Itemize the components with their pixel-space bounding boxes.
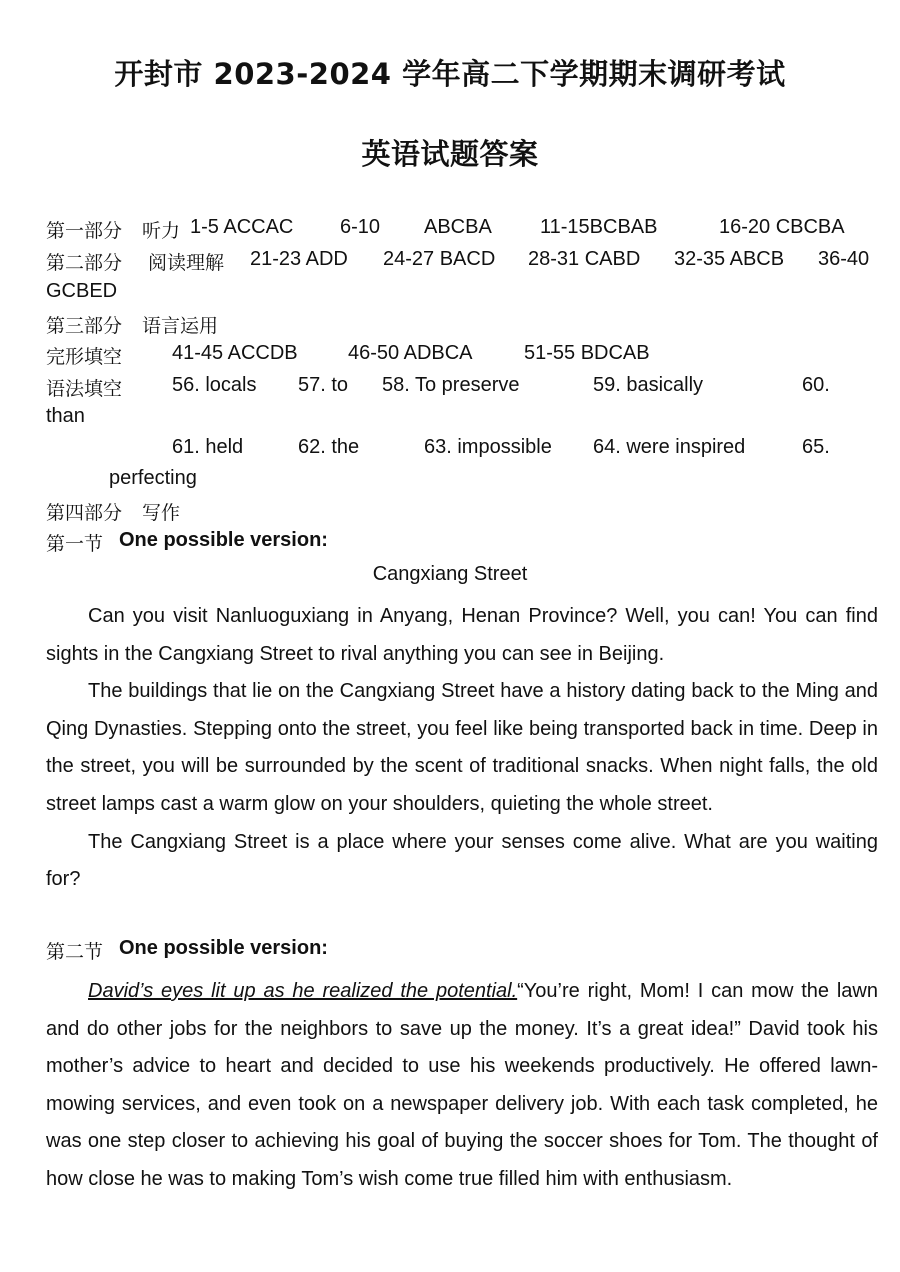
section2-title: One possible version:	[119, 937, 328, 959]
part2-answer-wrap: GCBED	[46, 280, 118, 302]
cloze-answer-group: 51-55 BDCAB	[524, 342, 650, 364]
section1-label: 第一节	[46, 533, 104, 555]
grammar-answer: 61. held	[172, 436, 244, 458]
part2-answer-group: 21-23 ADD	[250, 248, 348, 270]
grammar-answer: 57. to	[298, 374, 349, 396]
part4-section: 写作	[142, 502, 181, 524]
essay-paragraph: Can you visit Nanluoguxiang in Anyang, Henan Province? Well, you can! You can find sights in the Cangxiang Street to rival anything you can see in Beijing.	[46, 605, 878, 665]
grammar-answer: 63. impossible	[424, 436, 552, 458]
part3-label: 第三部分	[46, 315, 123, 337]
section2-label: 第二节	[46, 941, 104, 963]
part3-section: 语言运用	[142, 315, 219, 337]
grammar-answer-wrap: than	[46, 405, 85, 427]
continuation-text: “You’re right, Mom! I can mow the lawn and do other jobs for the neighbors to save up the money. It’s a great idea!” David took his mother’s advice to heart and decided to use his weekends productively. He offered lawn-mowing services, and even took on a newspaper delivery job. With each task completed, he was one step closer to achieving his goal of buying the soccer shoes for Tom. The thought of how close he was to making Tom’s wish come true filled him with enthusiasm.	[46, 980, 878, 1190]
part2-answer-group: 24-27 BACD	[383, 248, 496, 270]
grammar-answer: 58. To preserve	[382, 374, 520, 396]
essay-title: Cangxiang Street	[372, 563, 528, 585]
part1-answer-group: 11-15BCBAB	[540, 216, 658, 238]
continuation-paragraph	[46, 973, 878, 1199]
part1-label: 第一部分	[46, 220, 123, 242]
part1-answer-group: 6-10	[340, 216, 381, 238]
part2-answer-group: 32-35 ABCB	[674, 248, 785, 270]
part2-label: 第二部分	[46, 252, 123, 274]
part1-section: 听力	[142, 220, 181, 242]
part4-label: 第四部分	[46, 502, 123, 524]
part2-answer-group: 36-40	[818, 248, 870, 270]
essay-body	[46, 598, 878, 899]
grammar-answer-wrap: perfecting	[109, 467, 197, 489]
cloze-label: 完形填空	[46, 346, 123, 368]
part2-answer-group: 28-31 CABD	[528, 248, 641, 270]
page-title: 开封市 2023-2024 学年高二下学期期末调研考试	[114, 57, 786, 91]
grammar-answer: 62. the	[298, 436, 360, 458]
grammar-answer: 64. were inspired	[593, 436, 746, 458]
essay-paragraph: The buildings that lie on the Cangxiang Street have a history dating back to the Ming and Qing Dynasties. Stepping onto the street, you feel like being transported back in time. Deep in the street, you will be surrounded by the scent of traditional snacks. When night falls, the old street lamps cast a warm glow on your shoulders, quieting the whole street.	[46, 680, 878, 815]
part1-answer-group: 1-5 ACCAC	[190, 216, 294, 238]
continuation-body	[46, 973, 878, 1199]
page-subtitle: 英语试题答案	[361, 137, 539, 171]
grammar-label: 语法填空	[46, 378, 123, 400]
part1-answer-group: 16-20 CBCBA	[719, 216, 845, 238]
grammar-answer: 59. basically	[593, 374, 704, 396]
essay-paragraph: The Cangxiang Street is a place where your senses come alive. What are you waiting for?	[46, 830, 878, 891]
cloze-answer-group: 41-45 ACCDB	[172, 342, 298, 364]
continuation-opening: David’s eyes lit up as he realized the potential.	[88, 980, 518, 1002]
section1-title: One possible version:	[119, 529, 328, 551]
grammar-answer: 60.	[802, 374, 830, 396]
part1-answer-group: ABCBA	[424, 216, 492, 238]
grammar-answer: 65.	[802, 436, 830, 458]
part2-section: 阅读理解	[148, 252, 225, 274]
grammar-answer: 56. locals	[172, 374, 257, 396]
cloze-answer-group: 46-50 ADBCA	[348, 342, 473, 364]
